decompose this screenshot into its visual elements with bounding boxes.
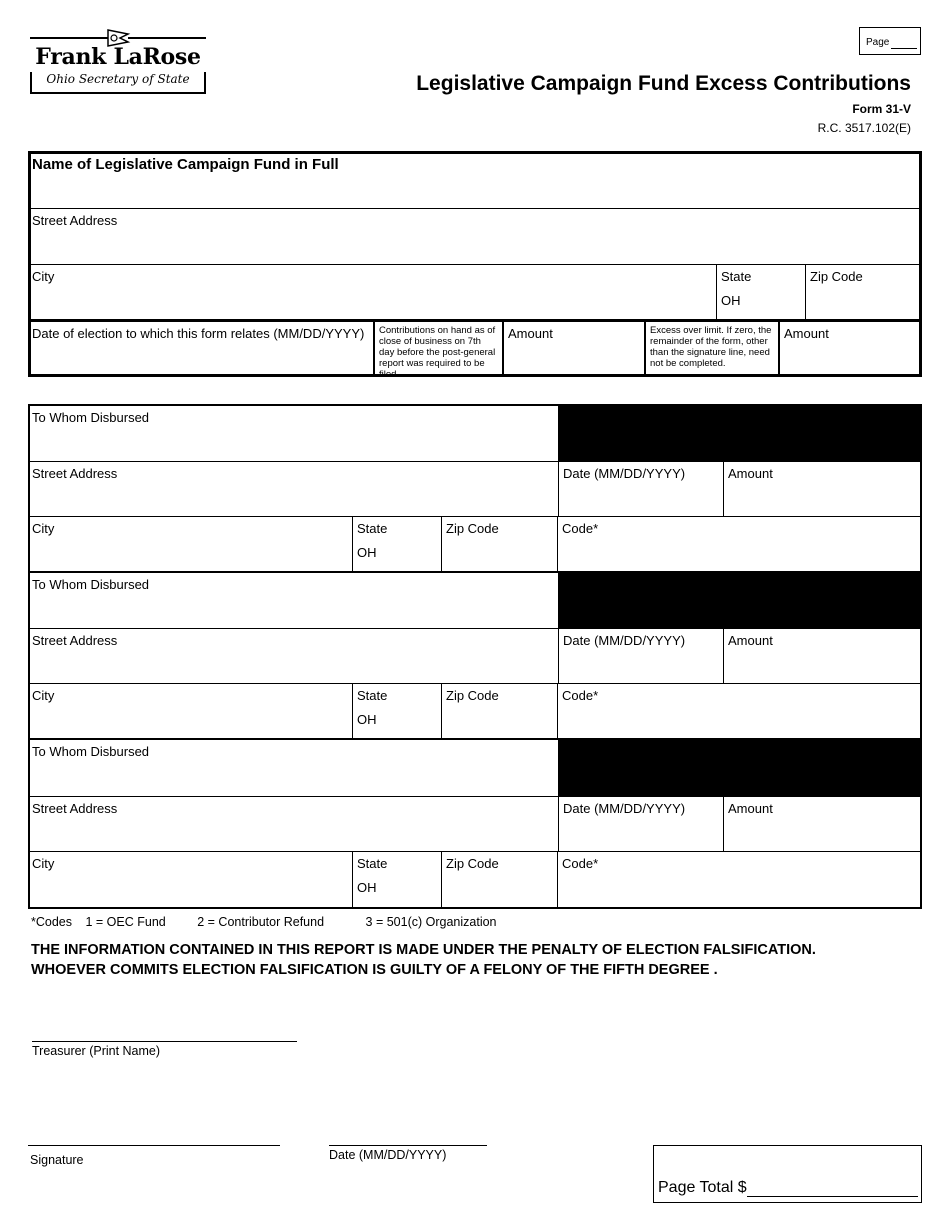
excess-note-text: Excess over limit. If zero, the remainder of the form, other than the signature line, need not be completed. xyxy=(650,325,772,369)
shaded-area xyxy=(558,406,921,462)
statute-reference: R.C. 3517.102(E) xyxy=(817,121,911,135)
amount-label: Amount xyxy=(728,801,773,816)
street-label: Street Address xyxy=(32,801,118,816)
zip-label: Zip Code xyxy=(446,521,499,536)
state-label: State xyxy=(357,856,388,871)
form-title: Legislative Campaign Fund Excess Contributions xyxy=(416,72,911,95)
contributions-note xyxy=(373,322,504,380)
excess-note xyxy=(644,322,780,374)
code-item: 1 = OEC Fund xyxy=(85,915,166,929)
zip-field[interactable] xyxy=(442,517,558,572)
city-label: City xyxy=(32,521,55,536)
to-whom-label: To Whom Disbursed xyxy=(32,744,150,759)
street-field[interactable] xyxy=(28,462,558,517)
to-whom-label: To Whom Disbursed xyxy=(32,410,150,425)
contributions-note-text: Contributions on hand as of close of business on 7th day before the post-general report was required to be filed. xyxy=(379,325,496,380)
amount-field[interactable] xyxy=(724,629,921,684)
page-total-label: Page Total $ xyxy=(658,1179,747,1196)
fund-zip-label: Zip Code xyxy=(810,269,863,284)
code-field[interactable] xyxy=(558,852,921,907)
treasurer-name-line[interactable] xyxy=(32,1041,297,1042)
excess-amount-field[interactable] xyxy=(780,322,922,374)
amount-label: Amount xyxy=(728,633,773,648)
logo xyxy=(30,28,206,96)
page-number-field[interactable] xyxy=(891,48,917,49)
date-label: Date (MM/DD/YYYY) xyxy=(563,633,686,648)
state-value: OH xyxy=(357,712,377,727)
fund-name-field[interactable] xyxy=(28,151,922,209)
state-label: State xyxy=(357,688,388,703)
page-total-field[interactable] xyxy=(747,1196,918,1197)
amount-field[interactable] xyxy=(724,462,921,517)
state-field[interactable] xyxy=(353,684,442,739)
date-field[interactable] xyxy=(558,629,724,684)
fund-state-label: State xyxy=(721,269,752,284)
state-value: OH xyxy=(357,545,377,560)
fund-state-field[interactable] xyxy=(717,265,806,320)
city-label: City xyxy=(32,688,55,703)
fund-city-label: City xyxy=(32,269,55,284)
city-field[interactable] xyxy=(28,684,353,739)
zip-field[interactable] xyxy=(442,852,558,907)
street-label: Street Address xyxy=(32,466,118,481)
treasurer-label: Treasurer (Print Name) xyxy=(32,1044,161,1058)
amount-label: Amount xyxy=(728,466,773,481)
fund-name-label: Name of Legislative Campaign Fund in Full xyxy=(32,156,339,173)
state-field[interactable] xyxy=(353,852,442,907)
date-label: Date (MM/DD/YYYY) xyxy=(563,466,686,481)
fund-state-value: OH xyxy=(721,293,741,308)
date-label: Date (MM/DD/YYYY) xyxy=(563,801,686,816)
shaded-area xyxy=(558,573,921,629)
to-whom-field[interactable] xyxy=(28,406,558,462)
page-label: Page xyxy=(866,37,890,48)
fund-city-field[interactable] xyxy=(28,265,717,320)
fund-street-label: Street Address xyxy=(32,213,118,228)
street-field[interactable] xyxy=(28,797,558,852)
logo-subtitle: Ohio Secretary of State xyxy=(46,72,190,86)
street-field[interactable] xyxy=(28,629,558,684)
code-field[interactable] xyxy=(558,517,921,572)
contributions-amount-field[interactable] xyxy=(504,322,644,374)
page-total-box xyxy=(653,1145,922,1203)
contributions-amount-label: Amount xyxy=(508,326,553,341)
zip-label: Zip Code xyxy=(446,688,499,703)
zip-label: Zip Code xyxy=(446,856,499,871)
to-whom-field[interactable] xyxy=(28,740,558,797)
signature-line[interactable] xyxy=(28,1145,280,1146)
codes-legend xyxy=(31,915,497,929)
codes-prefix: *Codes xyxy=(31,915,72,929)
shaded-area xyxy=(558,740,921,797)
amount-field[interactable] xyxy=(724,797,921,852)
date-line[interactable] xyxy=(329,1145,487,1146)
date-signed-label: Date (MM/DD/YYYY) xyxy=(329,1148,447,1162)
state-field[interactable] xyxy=(353,517,442,572)
date-field[interactable] xyxy=(558,797,724,852)
city-field[interactable] xyxy=(28,517,353,572)
signature-label: Signature xyxy=(30,1153,84,1167)
form-number: Form 31-V xyxy=(852,102,911,116)
code-item: 3 = 501(c) Organization xyxy=(365,915,497,929)
street-label: Street Address xyxy=(32,633,118,648)
code-item: 2 = Contributor Refund xyxy=(197,915,325,929)
logo-name: Frank LaRose xyxy=(35,44,201,70)
penalty-warning xyxy=(31,940,816,980)
to-whom-field[interactable] xyxy=(28,573,558,629)
code-label: Code* xyxy=(562,521,599,536)
fund-street-field[interactable] xyxy=(28,209,922,265)
excess-amount-label: Amount xyxy=(784,326,829,341)
code-label: Code* xyxy=(562,688,599,703)
code-field[interactable] xyxy=(558,684,921,739)
to-whom-label: To Whom Disbursed xyxy=(32,577,150,592)
election-date-label: Date of election to which this form relates (MM/DD/YYYY) xyxy=(32,326,365,341)
date-field[interactable] xyxy=(558,462,724,517)
state-value: OH xyxy=(357,880,377,895)
warning-line-2: WHOEVER COMMITS ELECTION FALSIFICATION IS GUILTY OF A FELONY OF THE FIFTH DEGREE . xyxy=(31,962,718,978)
code-label: Code* xyxy=(562,856,599,871)
state-label: State xyxy=(357,521,388,536)
page-number-box xyxy=(859,27,921,55)
election-date-field[interactable] xyxy=(28,322,373,377)
city-label: City xyxy=(32,856,55,871)
warning-line-1: THE INFORMATION CONTAINED IN THIS REPORT IS MADE UNDER THE PENALTY OF ELECTION FALSIFICATION. xyxy=(31,942,816,958)
zip-field[interactable] xyxy=(442,684,558,739)
fund-zip-field[interactable] xyxy=(806,265,922,320)
city-field[interactable] xyxy=(28,852,353,907)
